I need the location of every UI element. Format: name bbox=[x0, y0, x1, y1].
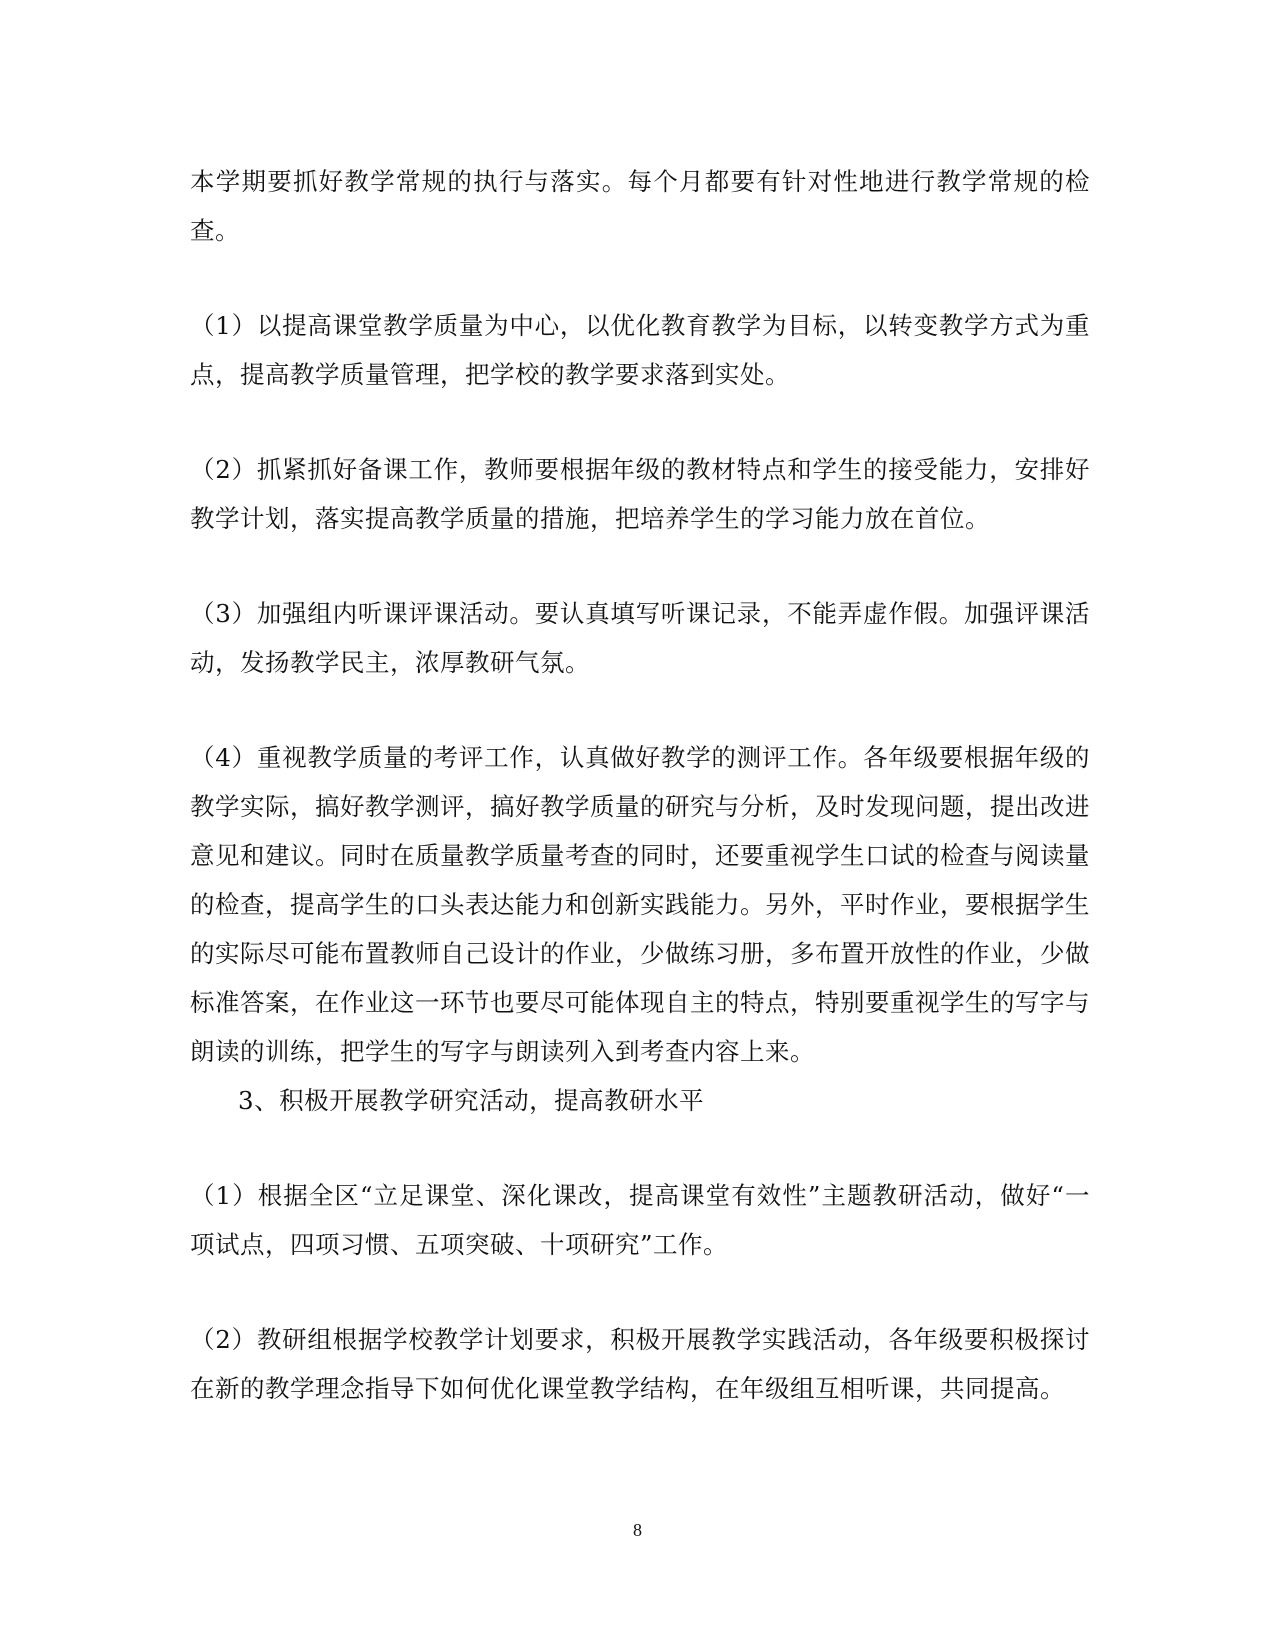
page-number: 8 bbox=[633, 1520, 642, 1540]
paragraph-research-2: （2）教研组根据学校教学计划要求，积极开展教学实践活动，各年级要积极探讨在新的教学理念指导下如何优化课堂教学结构，在年级组互相听课，共同提高。 bbox=[190, 1325, 1090, 1403]
paragraph-item-4: （4）重视教学质量的考评工作，认真做好教学的测评工作。各年级要根据年级的教学实际，搞好教学测评，搞好教学质量的研究与分析，及时发现问题，提出改进意见和建议。同时在质量教学质量考查的同时，还要重视学生口试的检查与阅读量的检查，提高学生的口头表达能力和创新实践能力。另外，平时作业，要根据学生的实际尽可能布置教师自己设计的作业，少做练习册，多布置开放性的作业，少做标准答案，在作业这一环节也要尽可能体现自主的特点，特别要重视学生的写字与朗读的训练，把学生的写字与朗读列入到考查内容上来。 bbox=[190, 743, 1090, 1066]
paragraph-item-2: （2）抓紧抓好备课工作，教师要根据年级的教材特点和学生的接受能力，安排好教学计划，落实提高教学质量的措施，把培养学生的学习能力放在首位。 bbox=[190, 455, 1090, 533]
document-body bbox=[190, 157, 1090, 1459]
section-heading: 3、积极开展教学研究活动，提高教研水平 bbox=[238, 1086, 705, 1115]
paragraph-item-3: （3）加强组内听课评课活动。要认真填写听课记录，不能弄虚作假。加强评课活动，发扬教学民主，浓厚教研气氛。 bbox=[190, 599, 1090, 677]
paragraph-routine-check: 本学期要抓好教学常规的执行与落实。每个月都要有针对性地进行教学常规的检查。 bbox=[190, 167, 1090, 245]
paragraph-item-1: （1）以提高课堂教学质量为中心，以优化教育教学为目标，以转变教学方式为重点，提高教学质量管理，把学校的教学要求落到实处。 bbox=[190, 311, 1090, 389]
paragraph-research-1: （1）根据全区“立足课堂、深化课改，提高课堂有效性”主题教研活动，做好“一项试点，四项习惯、五项突破、十项研究”工作。 bbox=[190, 1181, 1090, 1259]
